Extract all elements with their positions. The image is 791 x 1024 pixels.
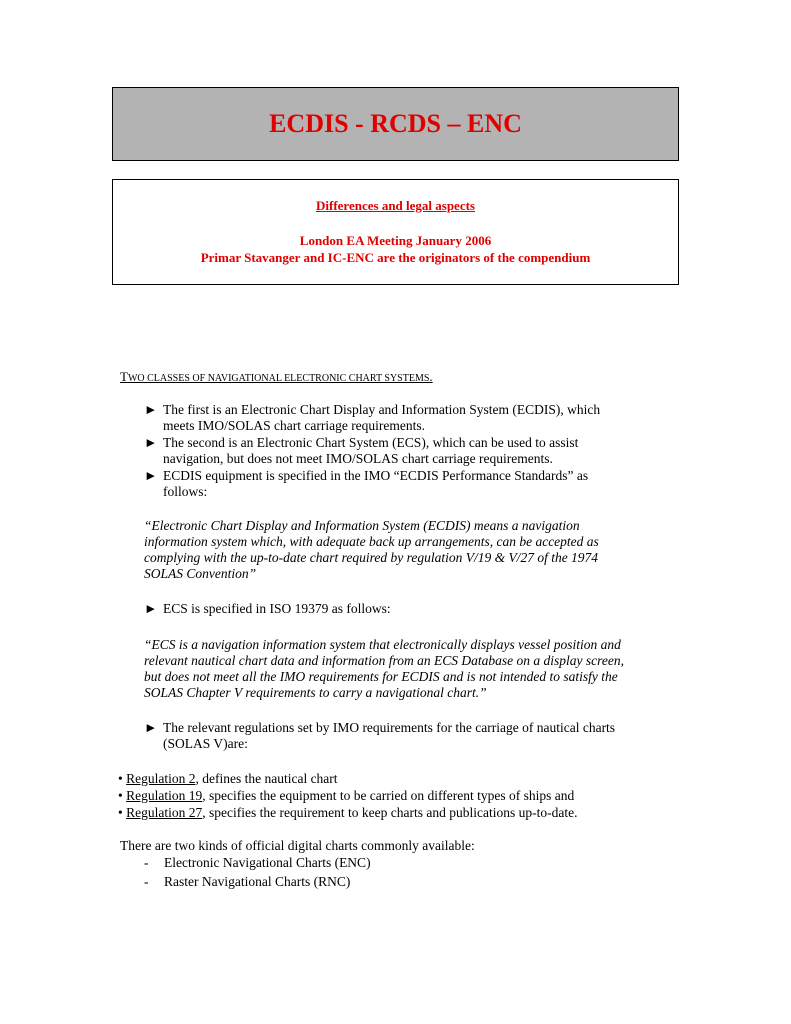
- regulation-item: [118, 771, 338, 787]
- quote-line: SOLAS Convention”: [144, 566, 257, 581]
- title-box: [112, 87, 679, 161]
- bullet-ecs-iso: [144, 601, 672, 617]
- chart-kind-label: Electronic Navigational Charts (ENC): [164, 855, 371, 870]
- originators-line: Primar Stavanger and IC-ENC are the originators of the compendium: [200, 250, 591, 265]
- chart-kinds-intro: There are two kinds of official digital charts commonly available:: [120, 838, 475, 853]
- bullet-ecdis: [144, 402, 672, 434]
- regulation-desc: , specifies the equipment to be carried on different types of ships and: [202, 788, 575, 803]
- bullet-text-line: The relevant regulations set by IMO requirements for the carriage of nautical charts: [163, 720, 616, 735]
- section-heading-initial: T: [120, 369, 128, 384]
- ecdis-definition-quote: [144, 518, 672, 582]
- bullet-text-line: follows:: [163, 484, 208, 499]
- arrow-bullet-icon: ►: [144, 601, 158, 616]
- section-heading-rest: WO CLASSES OF NAVIGATIONAL ELECTRONIC CHART SYSTEMS: [127, 373, 430, 384]
- bullet-text-line: The first is an Electronic Chart Display and Information System (ECDIS), which: [163, 402, 601, 417]
- subtitle-box: [112, 179, 679, 285]
- regulation-name: Regulation 27: [126, 805, 203, 820]
- bullet-text-line: meets IMO/SOLAS chart carriage requirements.: [163, 418, 426, 433]
- quote-line: but does not meet all the IMO requirements for ECDIS and is not intended to satisfy the: [144, 669, 618, 684]
- bullet-ecdis-spec: [144, 468, 672, 500]
- quote-line: “ECS is a navigation information system that electronically displays vessel position and: [144, 637, 621, 652]
- regulation-name: Regulation 19: [126, 788, 203, 803]
- chart-kind-item: [144, 855, 371, 871]
- meeting-line: London EA Meeting January 2006: [299, 233, 492, 248]
- chart-kind-label: Raster Navigational Charts (RNC): [164, 874, 351, 889]
- chart-kind-item: [144, 874, 350, 890]
- bullet-regulations: [144, 720, 672, 752]
- bullet-text-line: ECDIS equipment is specified in the IMO “ECDIS Performance Standards” as: [163, 468, 589, 483]
- bullet-ecs: [144, 435, 672, 467]
- quote-line: information system which, with adequate back up arrangements, can be accepted as: [144, 534, 599, 549]
- regulation-desc: , defines the nautical chart: [195, 771, 338, 786]
- dash-bullet: -: [144, 874, 149, 889]
- arrow-bullet-icon: ►: [144, 435, 158, 450]
- regulation-item: [118, 805, 577, 821]
- arrow-bullet-icon: ►: [144, 468, 158, 483]
- quote-line: complying with the up-to-date chart required by regulation V/19 & V/27 of the 1974: [144, 550, 599, 565]
- bullet-text-line: ECS is specified in ISO 19379 as follows:: [163, 601, 391, 616]
- bullet-dot: •: [118, 771, 127, 786]
- quote-line: “Electronic Chart Display and Information System (ECDIS) means a navigation: [144, 518, 580, 533]
- dash-bullet: -: [144, 855, 149, 870]
- bullet-text-line: The second is an Electronic Chart System (ECS), which can be used to assist: [163, 435, 579, 450]
- section-heading-end: .: [429, 369, 433, 384]
- quote-line: SOLAS Chapter V requirements to carry a navigational chart.”: [144, 685, 487, 700]
- bullet-text-line: (SOLAS V)are:: [163, 736, 248, 751]
- ecs-definition-quote: [144, 637, 672, 701]
- regulation-name: Regulation 2: [126, 771, 196, 786]
- quote-line: relevant nautical chart data and information from an ECS Database on a display screen,: [144, 653, 624, 668]
- section-heading: [120, 369, 433, 385]
- regulation-desc: , specifies the requirement to keep charts and publications up-to-date.: [202, 805, 578, 820]
- regulation-item: [118, 788, 574, 804]
- arrow-bullet-icon: ►: [144, 720, 158, 735]
- bullet-dot: •: [118, 805, 127, 820]
- subtitle-heading: Differences and legal aspects: [316, 198, 475, 213]
- arrow-bullet-icon: ►: [144, 402, 158, 417]
- bullet-text-line: navigation, but does not meet IMO/SOLAS chart carriage requirements.: [163, 451, 553, 466]
- bullet-dot: •: [118, 788, 127, 803]
- document-title: ECDIS - RCDS – ENC: [269, 109, 522, 138]
